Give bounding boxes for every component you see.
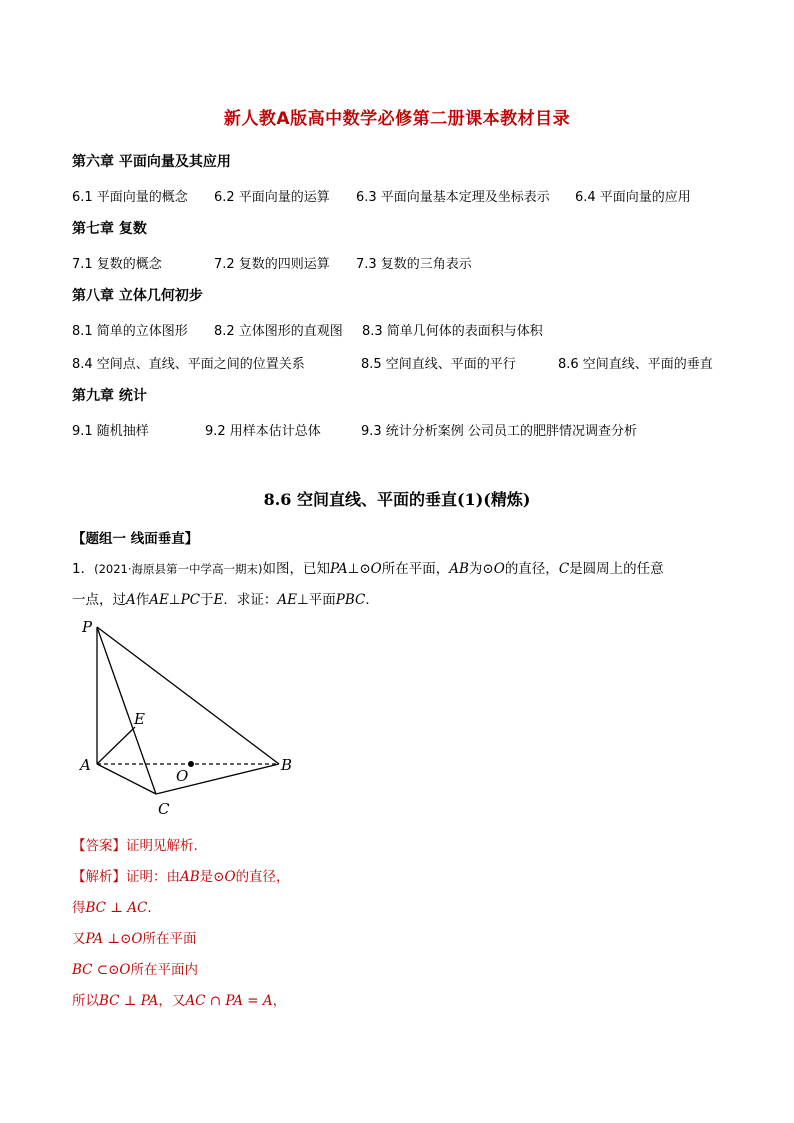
analysis-line-4 — [72, 958, 198, 978]
toc-item: 8.6 空间直线、平面的垂直 — [558, 357, 713, 372]
label-e: E — [134, 710, 145, 728]
label-p: P — [82, 618, 93, 636]
analysis-line-2 — [72, 896, 161, 916]
analysis-line-3 — [72, 927, 196, 947]
answer-line — [72, 834, 198, 854]
analysis-line-5 — [72, 989, 286, 1009]
analysis-text: 证明：由 — [126, 869, 180, 885]
problem-number: 1． — [72, 561, 95, 577]
math-expression: PA ⊥ — [85, 931, 121, 947]
math-expression: BC ⊂ — [72, 962, 109, 978]
math-pbc: PBC — [335, 592, 366, 608]
chapter-6-heading: 第六章 平面向量及其应用 — [72, 154, 231, 170]
math-circle-o: ⊙O — [108, 962, 131, 978]
label-o: O — [176, 767, 189, 785]
math-ae: AE — [277, 592, 298, 608]
analysis-text: ． — [147, 900, 161, 916]
toc-item: 6.2 平面向量的运算 — [214, 190, 330, 205]
section-title: 8.6 空间直线、平面的垂直(1)(精炼) — [263, 490, 531, 509]
analysis-text: 所在平面内 — [130, 962, 198, 978]
perp-symbol: ⊥ — [297, 592, 309, 608]
analysis-text: 得 — [72, 900, 86, 916]
math-circle-o: ⊙O — [213, 869, 236, 885]
math-e: E — [213, 592, 224, 608]
problem-text: 于 — [200, 592, 214, 608]
label-a: A — [80, 756, 91, 774]
answer-text: 证明见解析. — [126, 838, 198, 854]
analysis-text: 是 — [199, 869, 214, 885]
geometry-figure — [72, 612, 312, 822]
label-c: C — [158, 800, 170, 818]
math-expression: BC ⊥ PA — [99, 993, 159, 1009]
problem-text: ．求证： — [223, 592, 278, 608]
math-circle-o: ⊙O — [359, 561, 382, 577]
toc-item: 9.1 随机抽样 — [72, 424, 149, 439]
toc-item: 8.4 空间点、直线、平面之间的位置关系 — [72, 357, 305, 372]
toc-item: 6.4 平面向量的应用 — [575, 190, 691, 205]
segment-cb — [156, 764, 279, 794]
toc-item: 8.3 简单几何体的表面积与体积 — [362, 324, 543, 339]
math-c: C — [558, 561, 570, 577]
group-label: 【题组一 线面垂直】 — [72, 531, 199, 547]
analysis-text: 的直径， — [235, 869, 290, 885]
toc-item: 7.1 复数的概念 — [72, 257, 162, 272]
math-ab: AB — [449, 561, 469, 577]
math-pc: PC — [180, 592, 201, 608]
toc-item: 6.1 平面向量的概念 — [72, 190, 188, 205]
analysis-text: ，又 — [158, 993, 186, 1009]
toc-item: 6.3 平面向量基本定理及坐标表示 — [356, 190, 550, 205]
analysis-text: 所以 — [72, 993, 99, 1009]
segment-pb — [97, 627, 279, 764]
problem-text: 如图，已知 — [262, 561, 330, 577]
math-expression: AC ∩ PA = A — [185, 993, 273, 1009]
math-ae: AE — [149, 592, 169, 608]
math-ab: AB — [180, 869, 200, 885]
problem-text: 是圆周上的任意 — [569, 561, 664, 577]
chapter-9-heading: 第九章 统计 — [72, 388, 147, 404]
chapter-8-heading: 第八章 立体几何初步 — [72, 288, 203, 304]
analysis-tag: 【解析】 — [72, 869, 126, 885]
page-title: 新人教A版高中数学必修第二册课本教材目录 — [223, 109, 571, 129]
perp-symbol: ⊥ — [168, 592, 181, 608]
problem-text: 为 — [468, 561, 483, 577]
problem-text: ． — [365, 592, 379, 608]
label-b: B — [281, 756, 293, 774]
analysis-text: ， — [272, 993, 287, 1009]
toc-item: 8.5 空间直线、平面的平行 — [361, 357, 516, 372]
toc-item: 8.1 简单的立体图形 — [72, 324, 188, 339]
math-pa: PA — [330, 561, 348, 577]
toc-item: 8.2 立体图形的直观图 — [214, 324, 343, 339]
problem-line-2 — [72, 588, 379, 608]
analysis-text: 又 — [72, 931, 86, 947]
analysis-text: 所在平面 — [142, 931, 197, 947]
problem-source: (2021·海原县第一中学高一期末) — [94, 562, 263, 576]
perp-symbol: ⊥ — [347, 561, 360, 577]
answer-tag: 【答案】 — [72, 838, 126, 854]
toc-item: 9.3 统计分析案例 公司员工的肥胖情况调查分析 — [361, 424, 637, 439]
problem-text: 一点，过 — [72, 592, 126, 608]
problem-text: 平面 — [308, 592, 336, 608]
problem-line-1 — [72, 557, 664, 577]
analysis-line-1 — [72, 865, 290, 885]
toc-item: 7.3 复数的三角表示 — [356, 257, 472, 272]
problem-text: 所在平面， — [381, 561, 450, 577]
math-expression: BC ⊥ AC — [85, 900, 148, 916]
problem-text: 的直径， — [504, 561, 559, 577]
math-circle-o: ⊙O — [482, 561, 505, 577]
toc-item: 9.2 用样本估计总体 — [205, 424, 321, 439]
chapter-7-heading: 第七章 复数 — [72, 221, 147, 237]
math-circle-o: ⊙O — [120, 931, 143, 947]
math-a: A — [126, 592, 136, 608]
toc-item: 7.2 复数的四则运算 — [214, 257, 330, 272]
problem-text: 作 — [135, 592, 150, 608]
center-point-o — [188, 761, 194, 767]
segment-ae — [97, 727, 135, 764]
